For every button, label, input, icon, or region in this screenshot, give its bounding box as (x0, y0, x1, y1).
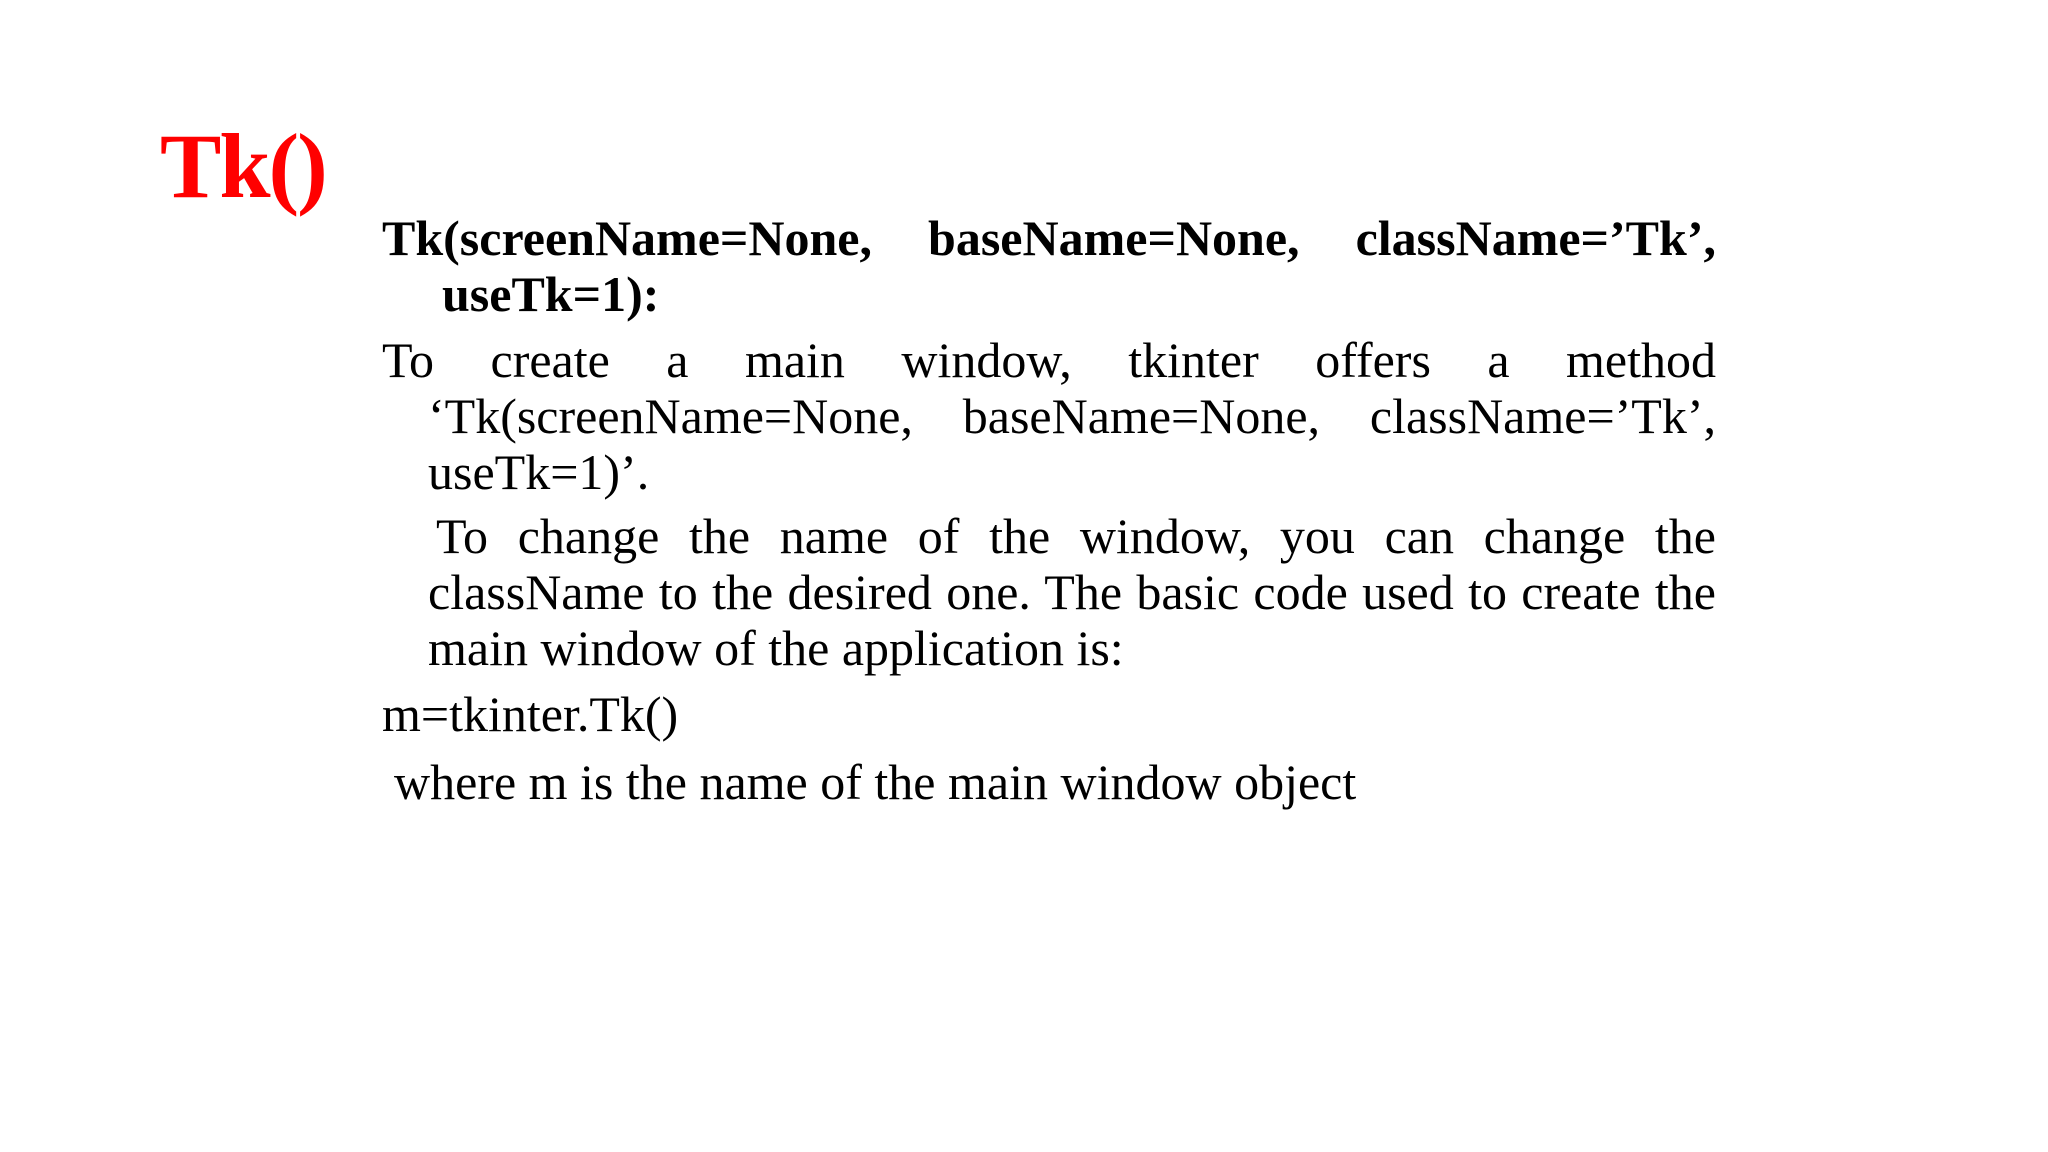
method-description: To create a main window, tkinter offers a method ‘Tk(screenName=None, baseName=None, className=’Tk’, useTk=1)’. (382, 332, 1716, 500)
slide-body (382, 210, 1716, 810)
code-explanation: where m is the name of the main window object (394, 754, 1357, 810)
code-example: m=tkinter.Tk() (382, 686, 679, 742)
slide-title: Tk() (160, 115, 326, 217)
method-signature: Tk(screenName=None, baseName=None, className=’Tk’, useTk=1): (382, 210, 1716, 322)
rename-note: To change the name of the window, you can change the className to the desired one. The basic code used to create the main window of the application is: (428, 508, 1716, 676)
